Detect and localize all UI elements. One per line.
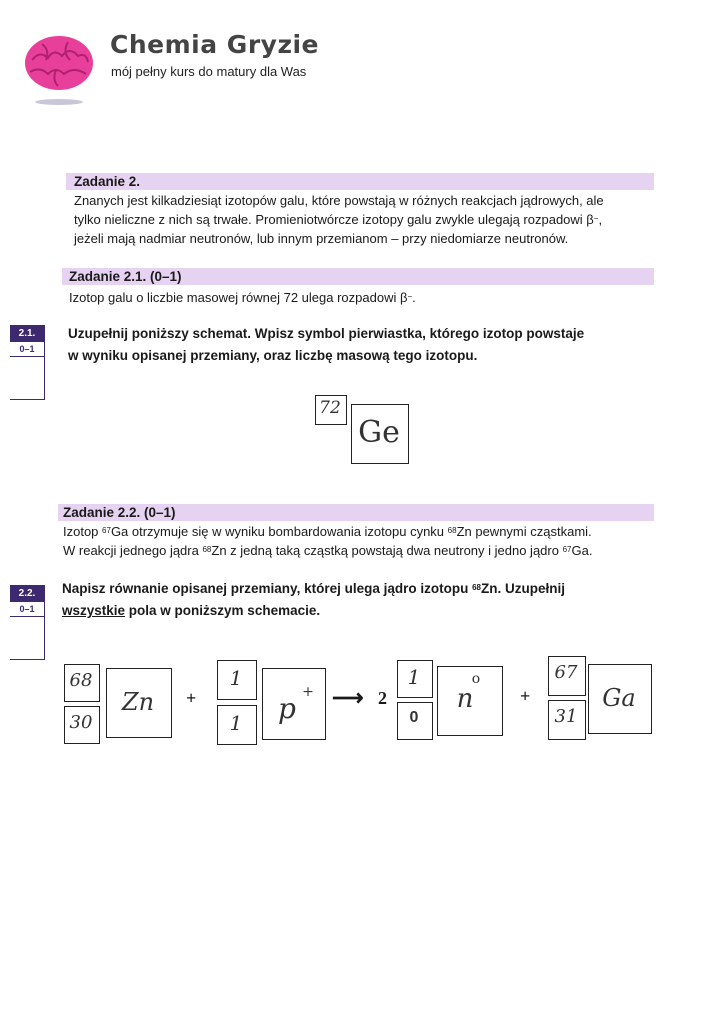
zn-symbol-value: Zn xyxy=(121,688,155,716)
score-points: 0–1 xyxy=(10,602,44,617)
task22-question: Napisz równanie opisanej przemiany, której ulega jądro izotopu $^{68}$Zn. Uzupełnij wszystkie pola w poniższym schemacie. xyxy=(62,581,565,618)
brain-icon xyxy=(22,30,96,106)
task2-line3: jeżeli mają nadmiar neutronów, lub innym przemianom – przy niedomiarze neutronów. xyxy=(74,231,569,246)
zn-atomic-value: 30 xyxy=(69,712,93,733)
p-mass-value: 1 xyxy=(229,666,243,690)
p-charge-value: + xyxy=(302,684,314,700)
ga-mass-value: 67 xyxy=(554,662,578,683)
n-mass-value: 1 xyxy=(407,665,421,689)
zn-mass-value: 68 xyxy=(69,670,93,691)
task2-title-band xyxy=(66,173,654,190)
ga-atomic-value: 31 xyxy=(554,706,578,727)
plus-sign-2: + xyxy=(520,686,531,706)
ge-mass-value: 72 xyxy=(319,398,341,418)
score-field[interactable] xyxy=(10,617,44,659)
task21-question: Uzupełnij poniższy schemat. Wpisz symbol pierwiastka, którego izotop powstaje w wyniku opisanej przemiany, oraz liczbę masową tego izotopu. xyxy=(68,326,585,363)
task21-text: Izotop galu o liczbie masowej równej 72 ulega rozpadowi β−. xyxy=(69,290,416,305)
task2-title: Zadanie 2. xyxy=(74,174,141,189)
ga-symbol-value: Ga xyxy=(602,684,636,712)
score-points: 0–1 xyxy=(10,342,44,357)
ge-symbol-value: Ge xyxy=(358,415,400,450)
p-symbol-value: p xyxy=(278,692,296,725)
reaction-arrow: ⟶ xyxy=(332,685,364,710)
n-symbol-value: n xyxy=(456,684,474,714)
plus-sign-1: + xyxy=(186,688,197,708)
task22-title: Zadanie 2.2. (0–1) xyxy=(63,505,176,520)
task2-line1: Znanych jest kilkadziesiąt izotopów galu, które powstają w różnych reakcjach jądrowych, ale xyxy=(74,193,604,208)
brand-title: Chemia Gryzie xyxy=(110,30,320,59)
task2-text xyxy=(74,191,664,248)
score-box-2-2 xyxy=(10,585,45,660)
brand-subtitle: mój pełny kurs do matury dla Was xyxy=(111,64,307,79)
n-atomic-value: 0 xyxy=(409,709,419,726)
task21-title: Zadanie 2.1. (0–1) xyxy=(69,269,182,284)
task22-line2: W reakcji jednego jądra $^{68}$Zn z jedną taką cząstką powstają dwa neutrony i jedno jądro $^{67}$Ga. xyxy=(63,543,593,558)
neutron-coefficient: 2 xyxy=(378,688,387,708)
task22-text xyxy=(63,522,663,560)
n-superscript-value: o xyxy=(471,671,481,687)
brand-logo xyxy=(22,30,96,106)
score-task-number: 2.2. xyxy=(10,586,44,602)
task22-line1: Izotop $^{67}$Ga otrzymuje się w wyniku bombardowania izotopu cynku $^{68}$Zn pewnymi cząstkami. xyxy=(63,524,592,539)
p-atomic-value: 1 xyxy=(229,711,243,735)
score-task-number: 2.1. xyxy=(10,326,44,342)
task2-line2: tylko nieliczne z nich są trwałe. Promieniotwórcze izotopy galu zwykle ulegają rozpadowi β−, xyxy=(74,212,603,227)
score-box-2-1 xyxy=(10,325,45,400)
score-field[interactable] xyxy=(10,357,44,399)
